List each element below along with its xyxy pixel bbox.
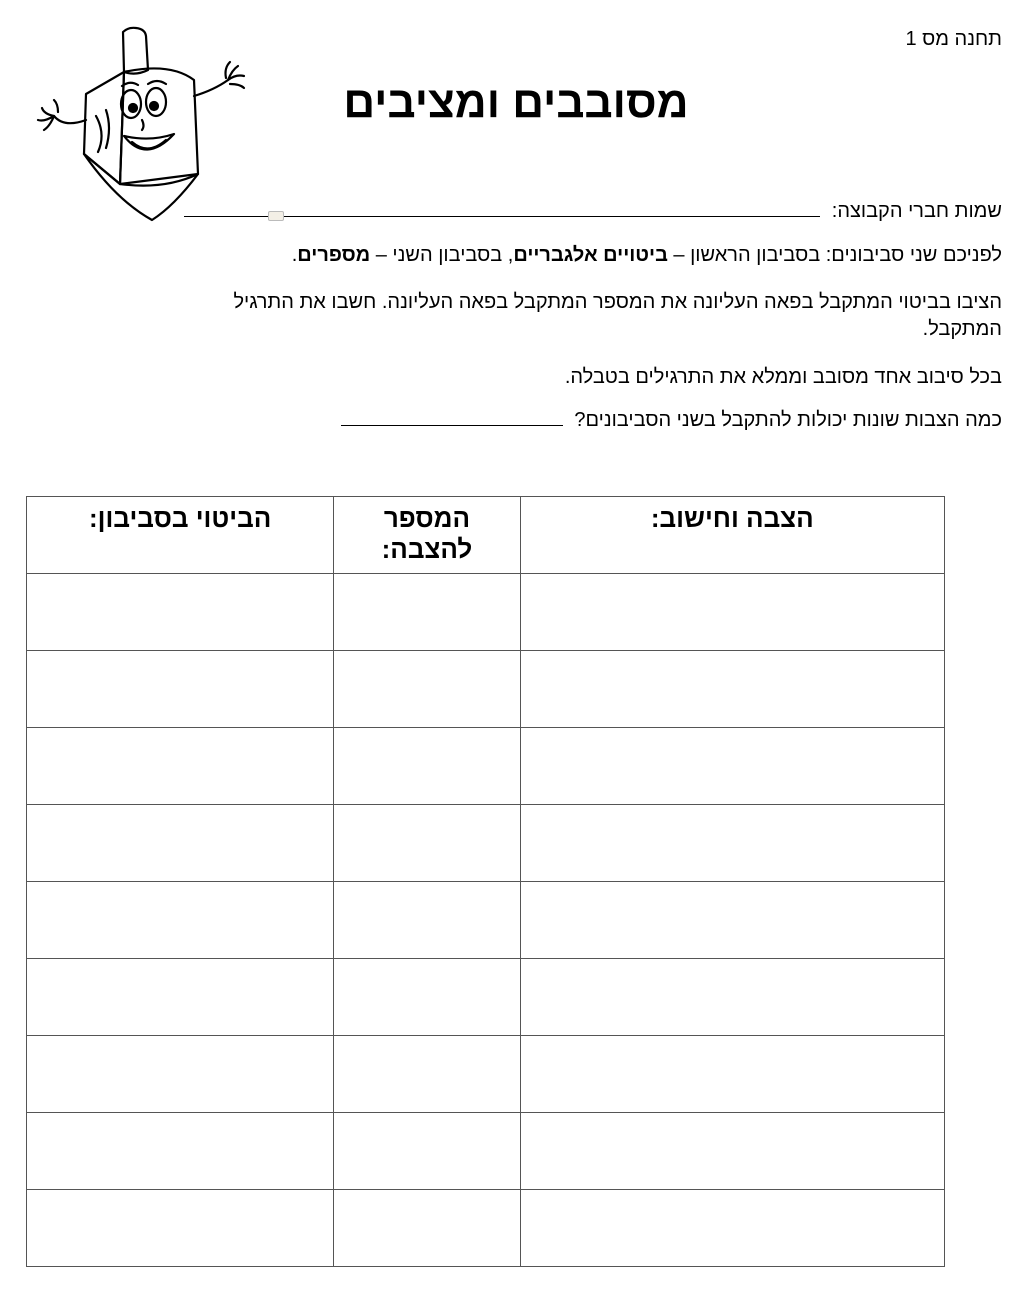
cell-calc[interactable] xyxy=(520,882,944,959)
table-row xyxy=(27,728,945,805)
table-row xyxy=(27,1113,945,1190)
table-row xyxy=(27,959,945,1036)
cell-expression[interactable] xyxy=(27,728,334,805)
pencil-mark-icon xyxy=(268,211,284,221)
intro-text xyxy=(102,242,1002,269)
cell-calc[interactable] xyxy=(520,651,944,728)
table-row xyxy=(27,882,945,959)
intro-suffix: . xyxy=(291,244,298,266)
instructions-line-1: הציבו בביטוי המתקבל בפאה העליונה את המספר המתקבל בפאה העליונה. חשבו את התרגיל xyxy=(233,291,1002,313)
cell-calc[interactable] xyxy=(520,959,944,1036)
cell-expression[interactable] xyxy=(27,1113,334,1190)
table-row xyxy=(27,1036,945,1113)
how-many-label: כמה הצבות שונות יכולות להתקבל בשני הסביבונים? xyxy=(574,409,1002,431)
station-number: תחנה מס 1 xyxy=(905,28,1002,50)
instructions-text xyxy=(102,289,1002,343)
cell-number[interactable] xyxy=(334,1036,520,1113)
cell-expression[interactable] xyxy=(27,882,334,959)
instructions-line-2: המתקבל. xyxy=(922,318,1002,340)
cell-number[interactable] xyxy=(334,574,520,651)
cell-number[interactable] xyxy=(334,1113,520,1190)
cell-number[interactable] xyxy=(334,1190,520,1267)
group-names-line xyxy=(142,198,1002,225)
cell-calc[interactable] xyxy=(520,1036,944,1113)
dreidel-cartoon-icon xyxy=(24,24,254,224)
how-many-answer-field[interactable] xyxy=(341,407,563,426)
intro-bold-numbers: מספרים xyxy=(297,244,371,266)
cell-expression[interactable] xyxy=(27,1036,334,1113)
intro-bold-algebraic: ביטויים אלגבריים xyxy=(513,244,668,266)
table-row xyxy=(27,1190,945,1267)
header-expression: הביטוי בסביבון: xyxy=(27,497,334,574)
cell-calc[interactable] xyxy=(520,574,944,651)
cell-number[interactable] xyxy=(334,805,520,882)
table-row xyxy=(27,805,945,882)
cell-expression[interactable] xyxy=(27,651,334,728)
table-row xyxy=(27,574,945,651)
group-names-field[interactable] xyxy=(184,198,820,217)
intro-middle: , בסביבון השני – xyxy=(370,244,514,266)
cell-number[interactable] xyxy=(334,651,520,728)
intro-prefix: לפניכם שני סביבונים: בסביבון הראשון – xyxy=(667,244,1002,266)
substitution-table xyxy=(26,496,945,1267)
cell-expression[interactable] xyxy=(27,1190,334,1267)
cell-number[interactable] xyxy=(334,728,520,805)
header-number: המספר להצבה: xyxy=(334,497,520,574)
cell-expression[interactable] xyxy=(27,959,334,1036)
group-names-label: שמות חברי הקבוצה: xyxy=(831,200,1002,222)
cell-calc[interactable] xyxy=(520,1113,944,1190)
table-row xyxy=(27,651,945,728)
cell-number[interactable] xyxy=(334,959,520,1036)
header-calc: הצבה וחישוב: xyxy=(520,497,944,574)
cell-calc[interactable] xyxy=(520,728,944,805)
cell-expression[interactable] xyxy=(27,805,334,882)
table-header-row xyxy=(27,497,945,574)
cell-calc[interactable] xyxy=(520,1190,944,1267)
each-spin-text: בכל סיבוב אחד מסובב וממלא את התרגילים בטבלה. xyxy=(564,366,1002,388)
cell-number[interactable] xyxy=(334,882,520,959)
cell-expression[interactable] xyxy=(27,574,334,651)
cell-calc[interactable] xyxy=(520,805,944,882)
how-many-question xyxy=(102,407,1002,434)
page-title: מסובבים ומציבים xyxy=(343,78,689,127)
